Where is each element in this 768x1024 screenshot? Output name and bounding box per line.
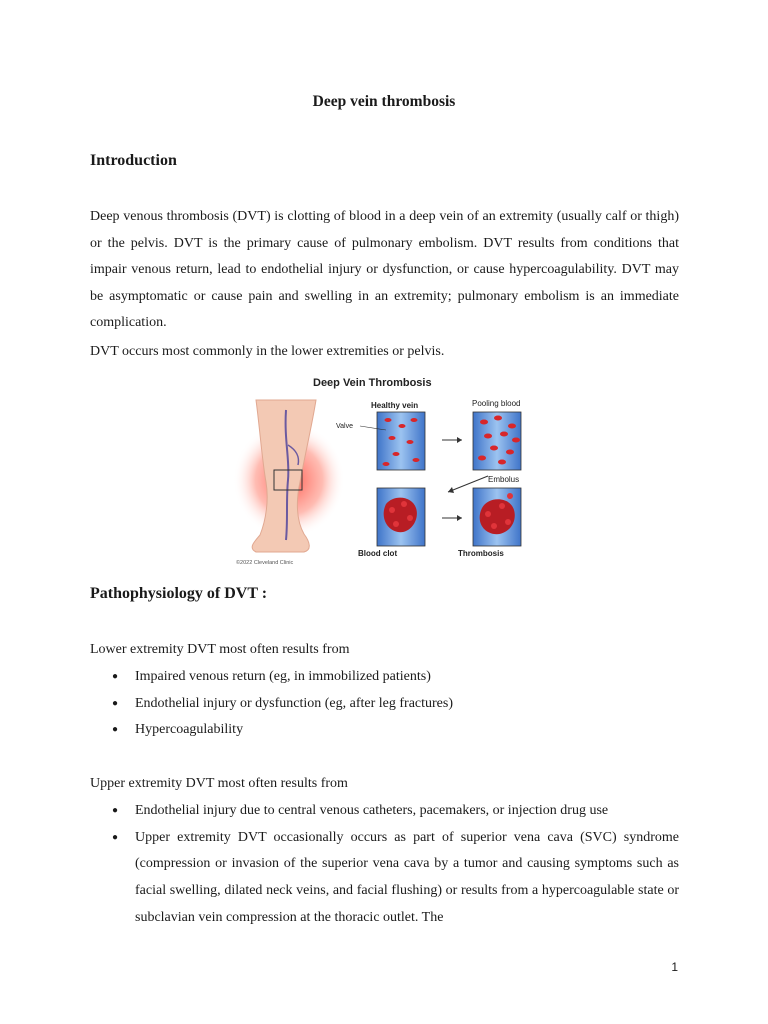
label-blood-clot: Blood clot (358, 549, 398, 558)
intro-paragraph: Deep venous thrombosis (DVT) is clotting of blood in a deep vein of an extremity (usually calf or thigh) or the pelvis. DVT is the primary cause of pulmonary embolism. DVT results from conditions that impair venous return, lead to endothelial injury or dysfunction, or cause hypercoagulability. DVT may be asymptomatic or cause pain and swelling in an extremity; pulmonary embolism is an immediate complication. (90, 209, 679, 331)
dvt-illustration (226, 370, 562, 568)
upper-extremity-list (90, 798, 679, 932)
lower-extremity-list (90, 664, 679, 744)
intro-heading: Introduction (90, 152, 177, 169)
label-pooling-blood: Pooling blood (472, 399, 521, 408)
figure-credit: ©2022 Cleveland Clinic (236, 560, 294, 566)
label-thrombosis: Thrombosis (458, 549, 504, 558)
list-item: ● Endothelial injury or dysfunction (eg, after leg fractures) (90, 691, 679, 718)
list-item: ● Upper extremity DVT occasionally occurs as part of superior vena cava (SVC) syndrome (compression or invasion of the superior vena cava by a tumor and causing symptoms such as facial swelling, dilated neck veins, and facial flushing) or results from a hypercoagulable state or subclavian vein compression at the thoracic outlet. The (90, 825, 679, 932)
bullet-icon: ● (112, 805, 119, 816)
bullet-icon: ● (112, 724, 119, 736)
intro-line-2: DVT occurs most commonly in the lower extremities or pelvis. (90, 344, 445, 359)
upper-extremity-intro: Upper extremity DVT most often results from (90, 776, 348, 791)
bullet-icon: ● (112, 697, 119, 709)
bullet-icon: ● (112, 671, 119, 682)
list-item: ● Endothelial injury due to central venous catheters, pacemakers, or injection drug use (90, 798, 679, 825)
pathophysiology-heading: Pathophysiology of DVT : (90, 585, 268, 602)
document-title: Deep vein thrombosis (312, 93, 456, 110)
lower-extremity-intro: Lower extremity DVT most often results from (90, 642, 350, 657)
label-healthy-vein: Healthy vein (371, 401, 419, 410)
page-number: 1 (671, 960, 678, 974)
list-item: ● Impaired venous return (eg, in immobilized patients) (90, 664, 679, 691)
label-embolus: Embolus (488, 475, 520, 484)
label-valve: Valve (336, 423, 353, 430)
bullet-icon: ● (112, 831, 119, 843)
figure-title: Deep Vein Thrombosis (313, 377, 432, 389)
list-item: ● Hypercoagulability (90, 717, 679, 744)
